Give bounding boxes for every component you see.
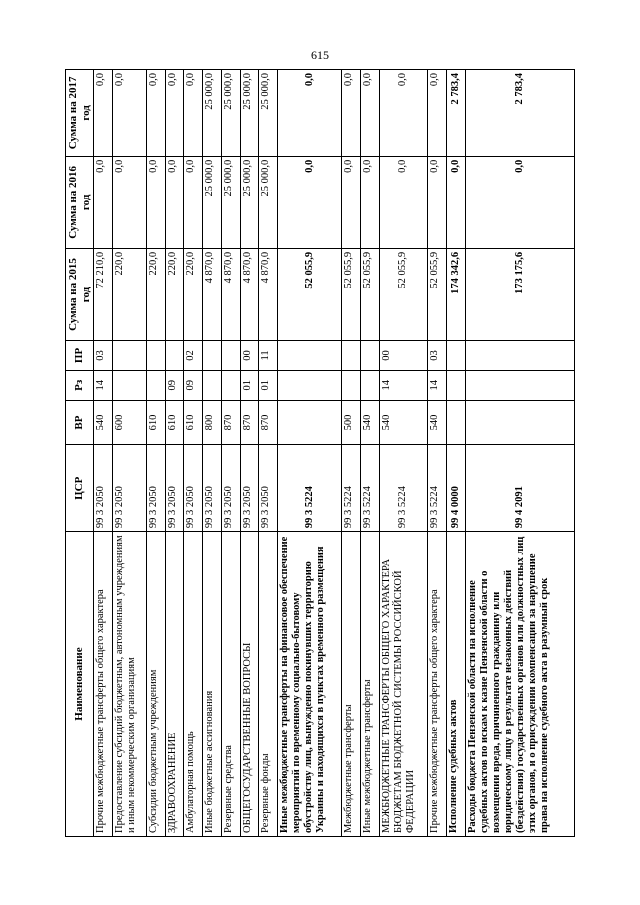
cell-pr: 00 [379, 341, 428, 371]
cell-pr [165, 341, 184, 371]
cell-csr: 99 3 2050 [259, 445, 278, 532]
cell-2015: 4 870,0 [221, 248, 240, 340]
cell-rz: 14 [94, 370, 113, 400]
cell-vr: 600 [113, 400, 147, 445]
cell-vr: 540 [94, 400, 113, 445]
cell-pr [203, 341, 222, 371]
header-vr: ВР [66, 400, 94, 445]
cell-vr [447, 400, 466, 445]
cell-rz: 09 [165, 370, 184, 400]
cell-pr [221, 341, 240, 371]
cell-csr: 99 3 5224 [428, 445, 447, 532]
page-number: 615 [311, 48, 329, 62]
cell-rz [278, 370, 342, 400]
cell-2016: 0,0 [360, 156, 379, 248]
cell-rz [146, 370, 165, 400]
cell-pr: 11 [259, 341, 278, 371]
cell-2017: 25 000,0 [240, 70, 259, 157]
cell-2017: 0,0 [94, 70, 113, 157]
table-row [113, 70, 147, 837]
table-row [221, 70, 240, 837]
cell-csr: 99 3 5224 [278, 445, 342, 532]
cell-rz [342, 370, 361, 400]
cell-2015: 220,0 [184, 248, 203, 340]
cell-csr: 99 3 5224 [360, 445, 379, 532]
cell-rz: 01 [259, 370, 278, 400]
cell-vr: 800 [203, 400, 222, 445]
cell-rz [203, 370, 222, 400]
cell-name: Субсидии бюджетным учреждениям [146, 532, 165, 837]
cell-vr [465, 400, 574, 445]
cell-name: Прочие межбюджетные трансферты общего характера [94, 532, 113, 837]
cell-rz: 14 [379, 370, 428, 400]
table-header-row [66, 70, 94, 837]
table-row [240, 70, 259, 837]
header-2016: Сумма на 2016 год [66, 156, 94, 248]
cell-name: Иные бюджетные ассигнования [203, 532, 222, 837]
cell-pr [447, 341, 466, 371]
cell-2015: 52 055,9 [379, 248, 428, 340]
cell-pr: 02 [184, 341, 203, 371]
cell-2015: 72 210,0 [94, 248, 113, 340]
cell-vr: 870 [221, 400, 240, 445]
cell-2016: 25 000,0 [203, 156, 222, 248]
cell-csr: 99 3 2050 [94, 445, 113, 532]
cell-2016: 0,0 [278, 156, 342, 248]
cell-csr: 99 3 2050 [240, 445, 259, 532]
cell-rz [465, 370, 574, 400]
cell-name: МЕЖБЮДЖЕТНЫЕ ТРАНСФЕРТЫ ОБЩЕГО ХАРАКТЕРА БЮДЖЕТАМ БЮДЖЕТНОЙ СИСТЕМЫ РОССИЙСКОЙ ФЕДЕРАЦИИ [379, 532, 428, 837]
header-2017: Сумма на 2017 год [66, 70, 94, 157]
cell-vr: 870 [259, 400, 278, 445]
table-row [165, 70, 184, 837]
cell-2016: 0,0 [342, 156, 361, 248]
cell-2017: 2 783,4 [447, 70, 466, 157]
cell-pr [465, 341, 574, 371]
cell-name: Исполнение судебных актов [447, 532, 466, 837]
cell-rz [221, 370, 240, 400]
cell-2017: 0,0 [360, 70, 379, 157]
cell-2017: 0,0 [278, 70, 342, 157]
cell-name: Резервные фонды [259, 532, 278, 837]
cell-pr: 00 [240, 341, 259, 371]
cell-pr: 03 [428, 341, 447, 371]
table-row [342, 70, 361, 837]
cell-pr [113, 341, 147, 371]
cell-csr: 99 3 5224 [379, 445, 428, 532]
header-name: Наименование [66, 532, 94, 837]
cell-rz: 14 [428, 370, 447, 400]
cell-name: Иные межбюджетные трансферты на финансовое обеспечение мероприятий по временному социально-бытовому обустройству лиц, вынужденно покинувших территорию Украины и находящихся в пунктах временного размещения [278, 532, 342, 837]
cell-vr: 540 [428, 400, 447, 445]
cell-csr: 99 3 2050 [165, 445, 184, 532]
cell-name: Межбюджетные трансферты [342, 532, 361, 837]
cell-2017: 0,0 [146, 70, 165, 157]
cell-csr: 99 3 2050 [184, 445, 203, 532]
cell-pr: 03 [94, 341, 113, 371]
cell-rz [360, 370, 379, 400]
table-row [94, 70, 113, 837]
cell-pr [146, 341, 165, 371]
table-row [379, 70, 428, 837]
cell-rz [113, 370, 147, 400]
cell-2016: 25 000,0 [221, 156, 240, 248]
cell-2015: 52 055,9 [360, 248, 379, 340]
cell-2015: 173 175,6 [465, 248, 574, 340]
cell-2016: 0,0 [113, 156, 147, 248]
rotated-table-container [65, 69, 575, 837]
table-row [259, 70, 278, 837]
header-csr: ЦСР [66, 445, 94, 532]
cell-name: Предоставление субсидий бюджетным, автономным учреждениям и иным некоммерческим организациям [113, 532, 147, 837]
cell-name: Резервные средства [221, 532, 240, 837]
cell-csr: 99 3 5224 [342, 445, 361, 532]
cell-2016: 0,0 [165, 156, 184, 248]
cell-name: ОБЩЕГОСУДАРСТВЕННЫЕ ВОПРОСЫ [240, 532, 259, 837]
cell-2017: 25 000,0 [203, 70, 222, 157]
cell-2017: 25 000,0 [221, 70, 240, 157]
table-row [184, 70, 203, 837]
table-row [203, 70, 222, 837]
cell-2016: 0,0 [94, 156, 113, 248]
table-row [278, 70, 342, 837]
cell-vr: 610 [184, 400, 203, 445]
cell-2015: 52 055,9 [428, 248, 447, 340]
table-row [428, 70, 447, 837]
cell-2016: 0,0 [465, 156, 574, 248]
cell-2017: 0,0 [379, 70, 428, 157]
cell-csr: 99 4 0000 [447, 445, 466, 532]
cell-2016: 0,0 [146, 156, 165, 248]
cell-csr: 99 3 2050 [113, 445, 147, 532]
cell-2016: 25 000,0 [259, 156, 278, 248]
cell-2016: 0,0 [379, 156, 428, 248]
cell-csr: 99 3 2050 [203, 445, 222, 532]
cell-vr: 870 [240, 400, 259, 445]
cell-2017: 0,0 [113, 70, 147, 157]
cell-2016: 0,0 [447, 156, 466, 248]
cell-name: Расходы бюджета Пензенской области на исполнение судебных актов по искам к казне Пензенской области о возмещении вреда, причиненного гражданину или юридическому лицу в результате незаконных действий (бездействия) государственных органов или должностных лиц этих органов, и о присуждении компенсации за нарушение права на исполнение судебного акта в разумный срок [465, 532, 574, 837]
cell-2016: 0,0 [428, 156, 447, 248]
table-row [447, 70, 466, 837]
cell-vr: 540 [379, 400, 428, 445]
cell-name: Амбулаторная помощь [184, 532, 203, 837]
cell-rz [447, 370, 466, 400]
cell-csr: 99 3 2050 [221, 445, 240, 532]
table-row [146, 70, 165, 837]
cell-vr: 500 [342, 400, 361, 445]
cell-2017: 0,0 [428, 70, 447, 157]
cell-pr [278, 341, 342, 371]
cell-2016: 25 000,0 [240, 156, 259, 248]
table-row [360, 70, 379, 837]
cell-2015: 174 342,6 [447, 248, 466, 340]
cell-vr [278, 400, 342, 445]
cell-2015: 220,0 [113, 248, 147, 340]
table-row [465, 70, 574, 837]
cell-2015: 4 870,0 [259, 248, 278, 340]
cell-2015: 52 055,9 [342, 248, 361, 340]
cell-2015: 220,0 [146, 248, 165, 340]
cell-rz: 09 [184, 370, 203, 400]
cell-rz: 01 [240, 370, 259, 400]
cell-2015: 52 055,9 [278, 248, 342, 340]
cell-vr: 610 [165, 400, 184, 445]
cell-2017: 0,0 [342, 70, 361, 157]
header-2015: Сумма на 2015 год [66, 248, 94, 340]
cell-2016: 0,0 [184, 156, 203, 248]
cell-csr: 99 4 2091 [465, 445, 574, 532]
cell-2017: 2 783,4 [465, 70, 574, 157]
cell-vr: 610 [146, 400, 165, 445]
table-body [94, 70, 575, 837]
cell-2015: 220,0 [165, 248, 184, 340]
cell-pr [360, 341, 379, 371]
cell-2015: 4 870,0 [203, 248, 222, 340]
cell-vr: 540 [360, 400, 379, 445]
cell-2017: 25 000,0 [259, 70, 278, 157]
header-pr: ПР [66, 341, 94, 371]
cell-2017: 0,0 [184, 70, 203, 157]
cell-pr [342, 341, 361, 371]
budget-table [65, 69, 575, 837]
cell-name: Иные межбюджетные трансферты [360, 532, 379, 837]
cell-2017: 0,0 [165, 70, 184, 157]
cell-name: ЗДРАВООХРАНЕНИЕ [165, 532, 184, 837]
cell-2015: 4 870,0 [240, 248, 259, 340]
cell-csr: 99 3 2050 [146, 445, 165, 532]
cell-name: Прочие межбюджетные трансферты общего характера [428, 532, 447, 837]
header-rz: Рз [66, 370, 94, 400]
